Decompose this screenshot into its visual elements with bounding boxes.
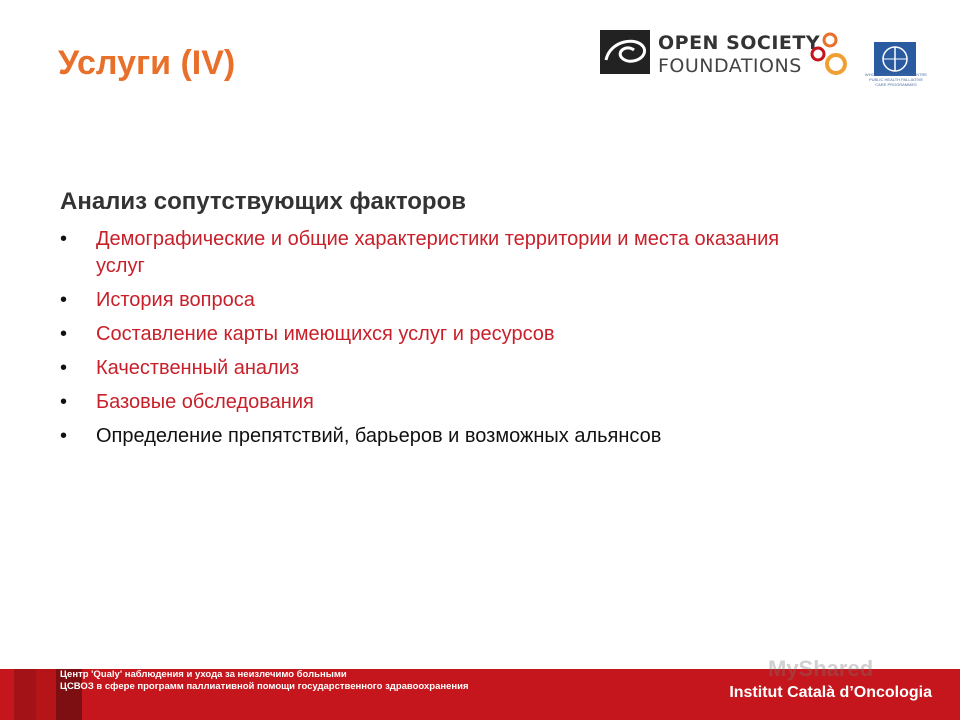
who-caption: WHO COLLABORATING CENTRE PUBLIC HEALTH PALLIATIVE CARE PROGRAMMES (864, 72, 928, 87)
bullet-marker: • (60, 289, 68, 311)
bullet-item (60, 321, 820, 348)
bullet-text: Определение препятствий, барьеров и возможных альянсов (96, 425, 662, 447)
bullet-marker: • (60, 425, 68, 447)
bullet-text: История вопроса (96, 289, 255, 311)
bullet-text: Составление карты имеющихся услуг и ресурсов (96, 323, 555, 345)
bullet-item (60, 389, 820, 416)
institute-name: Institut Català d’Oncologia (729, 684, 932, 701)
section-subheading: Анализ сопутствующих факторов (60, 188, 467, 215)
osf-line2: FOUNDATIONS (658, 55, 802, 77)
bullet-marker: • (60, 323, 68, 345)
bullet-text: Демографические и общие характеристики территории и места оказания услуг (96, 228, 780, 277)
bullet-text: Базовые обследования (96, 391, 314, 413)
bullet-item (60, 423, 820, 450)
bullet-item (60, 226, 820, 280)
bullet-marker: • (60, 391, 68, 413)
footer-line2: ЦСВОЗ в сфере программ паллиативной помощи государственного здравоохранения (60, 681, 469, 692)
open-society-logo-icon (600, 30, 650, 74)
footer-line1: Центр 'Qualy' наблюдения и ухода за неизлечимо больными (60, 669, 347, 680)
footer-stripe (36, 669, 56, 720)
footer-credits (60, 669, 469, 693)
footer-stripe (14, 669, 36, 720)
bullet-marker: • (60, 357, 68, 379)
bullet-text: Качественный анализ (96, 357, 300, 379)
osf-line1: OPEN SOCIETY (658, 32, 821, 54)
osf-logo-text (658, 32, 820, 78)
bullet-list (60, 226, 820, 457)
watermark: MyShared (768, 656, 874, 681)
orange-rings-logo-icon (806, 30, 848, 80)
bullet-marker: • (60, 228, 68, 250)
bullet-item (60, 287, 820, 314)
bullet-item (60, 355, 820, 382)
slide-title: Услуги (IV) (58, 44, 236, 82)
